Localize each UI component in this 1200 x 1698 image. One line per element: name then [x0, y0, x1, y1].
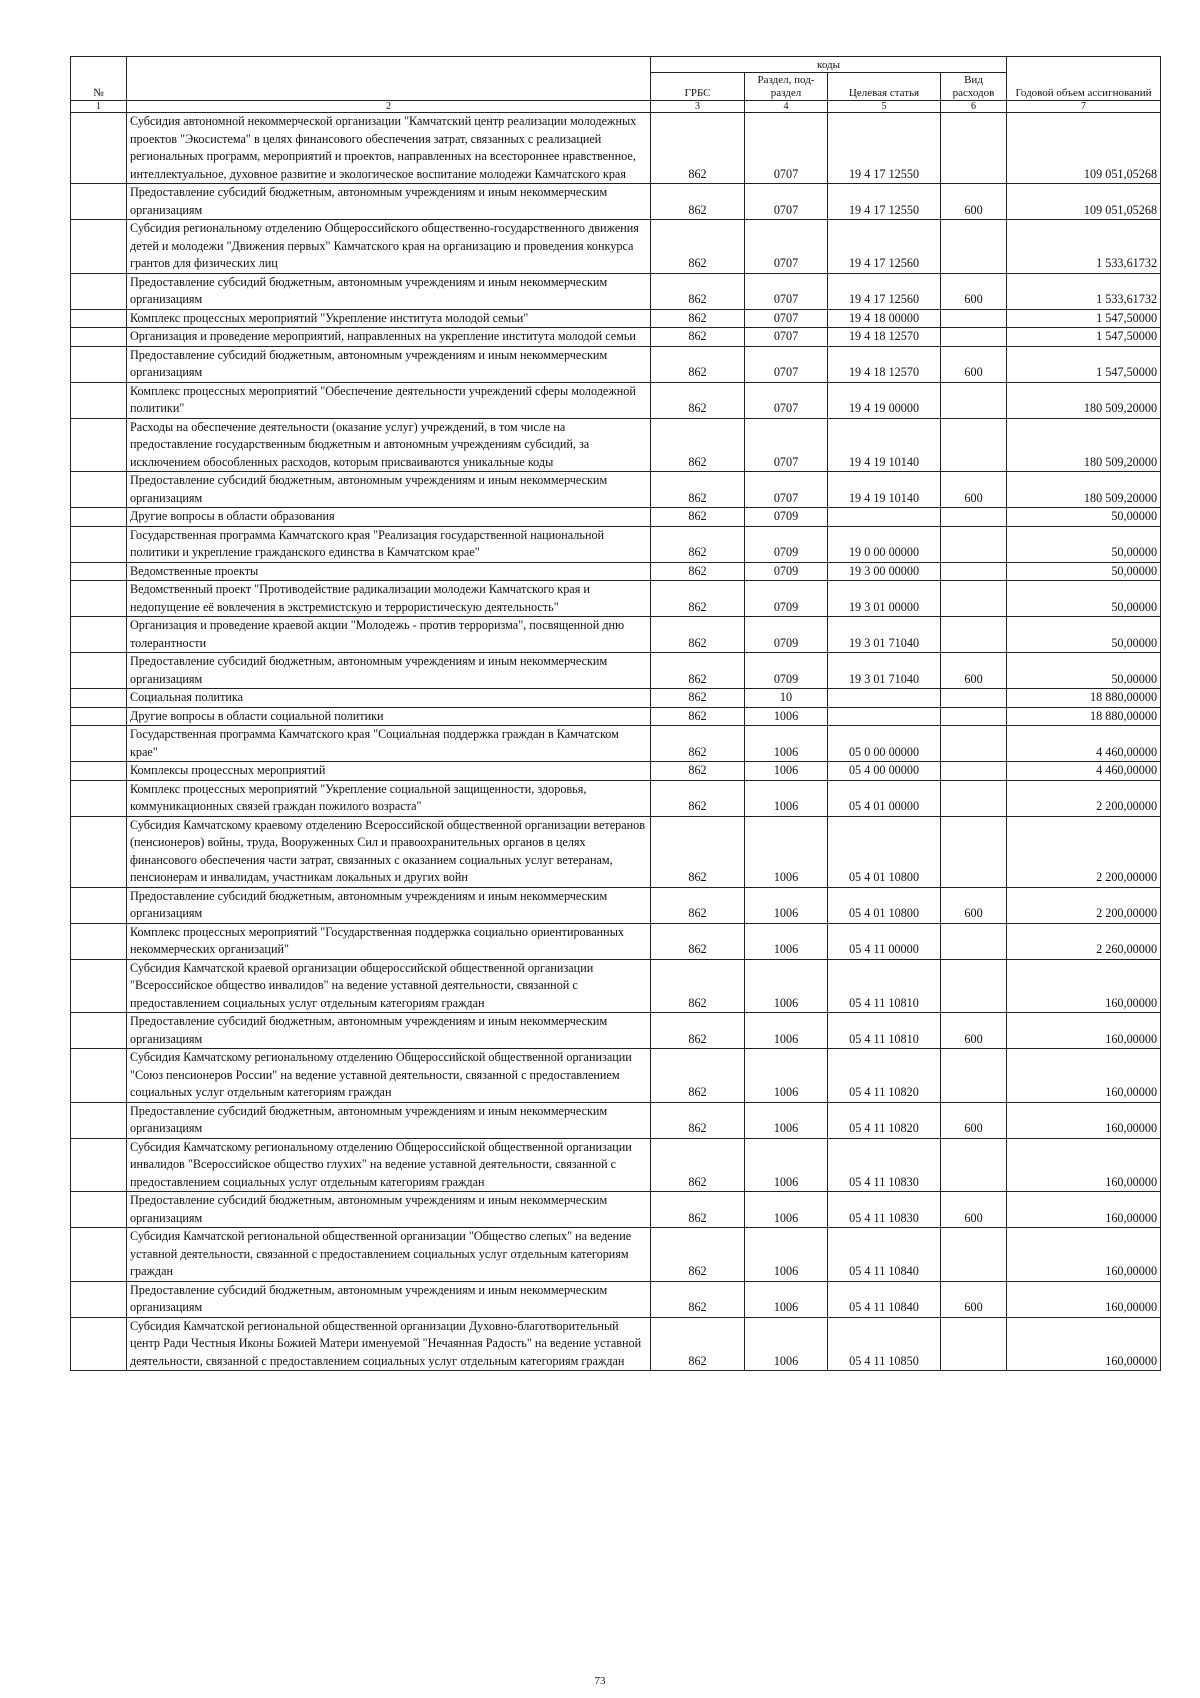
row-section: 0709 [745, 562, 828, 581]
row-num [71, 113, 127, 184]
row-name: Предоставление субсидий бюджетным, автономным учреждениям и иным некоммерческим организациям [127, 472, 651, 508]
table-row [71, 273, 1161, 309]
row-target: 19 4 19 00000 [828, 382, 941, 418]
row-target [828, 707, 941, 726]
row-exp-type: 600 [941, 653, 1007, 689]
row-name: Организация и проведение краевой акции "Молодежь - против терроризма", посвященной дню толерантности [127, 617, 651, 653]
row-grbs: 862 [651, 762, 745, 781]
row-exp-type [941, 220, 1007, 274]
row-grbs: 862 [651, 1013, 745, 1049]
row-exp-type [941, 762, 1007, 781]
row-target: 19 4 18 12570 [828, 346, 941, 382]
row-target: 19 3 01 71040 [828, 653, 941, 689]
row-exp-type: 600 [941, 273, 1007, 309]
row-num [71, 309, 127, 328]
row-exp-type: 600 [941, 1102, 1007, 1138]
row-num [71, 959, 127, 1013]
row-section: 1006 [745, 1317, 828, 1371]
row-target: 05 4 11 10810 [828, 1013, 941, 1049]
row-grbs: 862 [651, 346, 745, 382]
table-row [71, 382, 1161, 418]
row-grbs: 862 [651, 382, 745, 418]
table-row [71, 707, 1161, 726]
header-target: Целевая статья [828, 73, 941, 101]
row-exp-type [941, 780, 1007, 816]
header-exp-type: Вид расходов [941, 73, 1007, 101]
row-target: 05 4 11 10840 [828, 1228, 941, 1282]
table-row [71, 726, 1161, 762]
row-num [71, 508, 127, 527]
row-amount: 50,00000 [1007, 526, 1161, 562]
row-section: 1006 [745, 1049, 828, 1103]
row-name: Другие вопросы в области социальной политики [127, 707, 651, 726]
row-num [71, 1281, 127, 1317]
row-grbs: 862 [651, 816, 745, 887]
row-exp-type: 600 [941, 472, 1007, 508]
table-row [71, 1138, 1161, 1192]
table-row [71, 220, 1161, 274]
row-exp-type [941, 309, 1007, 328]
row-num [71, 346, 127, 382]
table-row [71, 328, 1161, 347]
row-grbs: 862 [651, 1138, 745, 1192]
row-num [71, 1138, 127, 1192]
row-section: 0707 [745, 220, 828, 274]
row-num [71, 581, 127, 617]
row-num [71, 923, 127, 959]
row-amount: 1 547,50000 [1007, 346, 1161, 382]
row-num [71, 762, 127, 781]
header-num: № [71, 57, 127, 101]
row-section: 0707 [745, 382, 828, 418]
col-number: 2 [127, 101, 651, 113]
table-row [71, 1049, 1161, 1103]
row-num [71, 562, 127, 581]
row-exp-type [941, 1138, 1007, 1192]
row-amount: 2 200,00000 [1007, 816, 1161, 887]
row-target: 19 4 19 10140 [828, 472, 941, 508]
row-exp-type [941, 1317, 1007, 1371]
row-grbs: 862 [651, 1317, 745, 1371]
row-target: 19 3 00 00000 [828, 562, 941, 581]
row-target: 05 4 11 10830 [828, 1138, 941, 1192]
row-amount: 160,00000 [1007, 1228, 1161, 1282]
row-grbs: 862 [651, 617, 745, 653]
row-section: 0707 [745, 184, 828, 220]
row-name: Предоставление субсидий бюджетным, автономным учреждениям и иным некоммерческим организациям [127, 346, 651, 382]
row-num [71, 653, 127, 689]
row-amount: 160,00000 [1007, 959, 1161, 1013]
table-row [71, 1013, 1161, 1049]
row-grbs: 862 [651, 1281, 745, 1317]
col-number: 7 [1007, 101, 1161, 113]
row-section: 0707 [745, 328, 828, 347]
col-number: 3 [651, 101, 745, 113]
row-name: Социальная политика [127, 689, 651, 708]
header-name [127, 57, 651, 101]
header-grbs: ГРБС [651, 73, 745, 101]
row-amount: 18 880,00000 [1007, 707, 1161, 726]
row-exp-type: 600 [941, 184, 1007, 220]
row-grbs: 862 [651, 184, 745, 220]
row-target: 19 4 17 12560 [828, 220, 941, 274]
row-num [71, 328, 127, 347]
row-target: 05 4 00 00000 [828, 762, 941, 781]
row-section: 0709 [745, 526, 828, 562]
row-grbs: 862 [651, 726, 745, 762]
row-num [71, 382, 127, 418]
row-num [71, 1102, 127, 1138]
row-amount: 18 880,00000 [1007, 689, 1161, 708]
table-row [71, 762, 1161, 781]
row-exp-type [941, 1228, 1007, 1282]
row-grbs: 862 [651, 309, 745, 328]
row-grbs: 862 [651, 923, 745, 959]
row-num [71, 1228, 127, 1282]
row-exp-type [941, 1049, 1007, 1103]
row-exp-type [941, 816, 1007, 887]
row-section: 0707 [745, 472, 828, 508]
row-exp-type [941, 508, 1007, 527]
row-grbs: 862 [651, 562, 745, 581]
table-row [71, 816, 1161, 887]
row-num [71, 472, 127, 508]
row-amount: 160,00000 [1007, 1281, 1161, 1317]
table-row [71, 418, 1161, 472]
row-amount: 180 509,20000 [1007, 418, 1161, 472]
row-exp-type [941, 526, 1007, 562]
row-target: 05 4 11 00000 [828, 923, 941, 959]
row-name: Предоставление субсидий бюджетным, автономным учреждениям и иным некоммерческим организациям [127, 1102, 651, 1138]
row-name: Ведомственные проекты [127, 562, 651, 581]
row-grbs: 862 [651, 273, 745, 309]
row-name: Комплекс процессных мероприятий "Укрепление института молодой семьи" [127, 309, 651, 328]
row-amount: 2 200,00000 [1007, 780, 1161, 816]
header-section: Раздел, под-раздел [745, 73, 828, 101]
row-name: Организация и проведение мероприятий, направленных на укрепление института молодой семьи [127, 328, 651, 347]
row-section: 1006 [745, 1102, 828, 1138]
row-amount: 160,00000 [1007, 1102, 1161, 1138]
row-section: 0707 [745, 309, 828, 328]
row-name: Предоставление субсидий бюджетным, автономным учреждениям и иным некоммерческим организациям [127, 887, 651, 923]
table-row [71, 581, 1161, 617]
table-row [71, 617, 1161, 653]
row-name: Субсидия Камчатскому региональному отделению Общероссийской общественной организации "Союз пенсионеров России" на ведение уставной деятельности, связанной с предоставлением социальных услуг отдельным категориям граждан [127, 1049, 651, 1103]
row-name: Ведомственный проект "Противодействие радикализации молодежи Камчатского края и недопущение её вовлечения в экстремистскую и террористическую деятельность" [127, 581, 651, 617]
row-target: 19 4 17 12550 [828, 113, 941, 184]
row-num [71, 273, 127, 309]
table-row [71, 346, 1161, 382]
row-amount: 160,00000 [1007, 1049, 1161, 1103]
row-section: 1006 [745, 887, 828, 923]
row-section: 1006 [745, 923, 828, 959]
row-amount: 180 509,20000 [1007, 382, 1161, 418]
row-section: 1006 [745, 1228, 828, 1282]
row-exp-type [941, 562, 1007, 581]
row-name: Субсидия Камчатской краевой организации общероссийской общественной организации "Всероссийское общество инвалидов" на ведение уставной деятельности, связанной с предоставлением социальных услуг отдельным категориям граждан [127, 959, 651, 1013]
col-number: 6 [941, 101, 1007, 113]
row-grbs: 862 [651, 1049, 745, 1103]
row-name: Расходы на обеспечение деятельности (оказание услуг) учреждений, в том числе на предоставление государственным бюджетным и автономным учреждениям субсидий, за исключением обособленных расходов, которым присваиваются уникальные коды [127, 418, 651, 472]
row-exp-type [941, 328, 1007, 347]
row-amount: 50,00000 [1007, 653, 1161, 689]
row-name: Комплекс процессных мероприятий "Обеспечение деятельности учреждений сферы молодежной политики" [127, 382, 651, 418]
row-target: 05 4 11 10850 [828, 1317, 941, 1371]
row-exp-type [941, 617, 1007, 653]
row-name: Другие вопросы в области образования [127, 508, 651, 527]
row-num [71, 689, 127, 708]
row-name: Субсидия региональному отделению Общероссийского общественно-государственного движения детей и молодежи "Движения первых" Камчатского края на организацию и проведения конкурса грантов для физических лиц [127, 220, 651, 274]
row-section: 0707 [745, 418, 828, 472]
row-exp-type: 600 [941, 887, 1007, 923]
row-num [71, 780, 127, 816]
row-target: 19 3 01 71040 [828, 617, 941, 653]
row-grbs: 862 [651, 113, 745, 184]
row-grbs: 862 [651, 220, 745, 274]
row-section: 1006 [745, 1013, 828, 1049]
row-name: Предоставление субсидий бюджетным, автономным учреждениям и иным некоммерческим организациям [127, 1013, 651, 1049]
row-section: 1006 [745, 1281, 828, 1317]
row-amount: 50,00000 [1007, 562, 1161, 581]
row-num [71, 816, 127, 887]
row-name: Комплекс процессных мероприятий "Государственная поддержка социально ориентированных некоммерческих организаций" [127, 923, 651, 959]
row-name: Предоставление субсидий бюджетным, автономным учреждениям и иным некоммерческим организациям [127, 1281, 651, 1317]
row-target: 19 0 00 00000 [828, 526, 941, 562]
row-target: 05 4 01 10800 [828, 816, 941, 887]
col-number: 1 [71, 101, 127, 113]
row-name: Предоставление субсидий бюджетным, автономным учреждениям и иным некоммерческим организациям [127, 273, 651, 309]
row-exp-type [941, 581, 1007, 617]
row-exp-type: 600 [941, 1281, 1007, 1317]
row-num [71, 617, 127, 653]
row-name: Субсидия Камчатской региональной общественной организации "Общество слепых" на ведение уставной деятельности, связанной с предоставлением социальных услуг отдельным категориям граждан [127, 1228, 651, 1282]
row-exp-type [941, 689, 1007, 708]
row-section: 1006 [745, 1138, 828, 1192]
row-target: 19 4 18 00000 [828, 309, 941, 328]
header-amount: Годовой объем ассигнований [1007, 57, 1161, 101]
row-exp-type: 600 [941, 346, 1007, 382]
row-amount: 4 460,00000 [1007, 762, 1161, 781]
table-row [71, 1317, 1161, 1371]
table-row [71, 472, 1161, 508]
row-amount: 160,00000 [1007, 1192, 1161, 1228]
row-grbs: 862 [651, 1192, 745, 1228]
row-target: 05 0 00 00000 [828, 726, 941, 762]
table-row [71, 923, 1161, 959]
row-name: Предоставление субсидий бюджетным, автономным учреждениям и иным некоммерческим организациям [127, 653, 651, 689]
row-name: Субсидия Камчатскому краевому отделению Всероссийской общественной организации ветеранов (пенсионеров) войны, труда, Вооруженных Сил и правоохранительных органов в целях финансового обеспечения части затрат, связанных с оказанием социальных услуг ветеранам, пенсионерам и инвалидам, участникам локальных и других войн [127, 816, 651, 887]
row-exp-type [941, 418, 1007, 472]
table-row [71, 959, 1161, 1013]
row-name: Предоставление субсидий бюджетным, автономным учреждениям и иным некоммерческим организациям [127, 184, 651, 220]
table-body [71, 113, 1161, 1371]
row-target [828, 689, 941, 708]
row-grbs: 862 [651, 653, 745, 689]
row-target: 19 3 01 00000 [828, 581, 941, 617]
row-target: 19 4 17 12550 [828, 184, 941, 220]
row-section: 0707 [745, 273, 828, 309]
row-name: Комплекс процессных мероприятий "Укрепление социальной защищенности, здоровья, коммуникационных связей граждан пожилого возраста" [127, 780, 651, 816]
row-num [71, 184, 127, 220]
row-exp-type [941, 726, 1007, 762]
row-exp-type [941, 113, 1007, 184]
row-target: 19 4 19 10140 [828, 418, 941, 472]
row-target: 05 4 11 10830 [828, 1192, 941, 1228]
row-exp-type: 600 [941, 1013, 1007, 1049]
row-amount: 4 460,00000 [1007, 726, 1161, 762]
row-amount: 160,00000 [1007, 1013, 1161, 1049]
table-row [71, 113, 1161, 184]
row-exp-type [941, 923, 1007, 959]
table-row [71, 1281, 1161, 1317]
row-section: 1006 [745, 780, 828, 816]
row-exp-type [941, 959, 1007, 1013]
row-amount: 1 547,50000 [1007, 328, 1161, 347]
row-grbs: 862 [651, 689, 745, 708]
table-row [71, 887, 1161, 923]
row-amount: 2 200,00000 [1007, 887, 1161, 923]
row-amount: 50,00000 [1007, 508, 1161, 527]
row-section: 0709 [745, 617, 828, 653]
row-section: 1006 [745, 726, 828, 762]
table-row [71, 184, 1161, 220]
row-grbs: 862 [651, 707, 745, 726]
row-section: 1006 [745, 762, 828, 781]
row-target [828, 508, 941, 527]
row-amount: 2 260,00000 [1007, 923, 1161, 959]
row-section: 1006 [745, 707, 828, 726]
row-grbs: 862 [651, 472, 745, 508]
table-row [71, 780, 1161, 816]
row-section: 0709 [745, 581, 828, 617]
table-row [71, 562, 1161, 581]
table-row [71, 1102, 1161, 1138]
row-num [71, 1192, 127, 1228]
row-name: Государственная программа Камчатского края "Социальная поддержка граждан в Камчатском крае" [127, 726, 651, 762]
row-target: 05 4 11 10810 [828, 959, 941, 1013]
row-exp-type [941, 382, 1007, 418]
row-amount: 50,00000 [1007, 617, 1161, 653]
row-target: 05 4 11 10820 [828, 1049, 941, 1103]
row-num [71, 887, 127, 923]
row-grbs: 862 [651, 1228, 745, 1282]
table-row [71, 689, 1161, 708]
header-codes: коды [651, 57, 1007, 73]
table-row [71, 653, 1161, 689]
row-target: 05 4 01 10800 [828, 887, 941, 923]
row-target: 19 4 18 12570 [828, 328, 941, 347]
row-num [71, 1049, 127, 1103]
row-section: 1006 [745, 1192, 828, 1228]
row-amount: 1 547,50000 [1007, 309, 1161, 328]
row-num [71, 707, 127, 726]
row-grbs: 862 [651, 328, 745, 347]
row-amount: 109 051,05268 [1007, 184, 1161, 220]
row-name: Субсидия автономной некоммерческой организации "Камчатский центр реализации молодежных проектов "Экосистема" в целях финансового обеспечения затрат, связанных с реализацией региональных программ, мероприятий и проектов, направленных на всестороннее нравственное, интеллектуальное, духовное развитие и экологическое воспитание молодежи Камчатского края [127, 113, 651, 184]
budget-table [70, 56, 1161, 1371]
row-grbs: 862 [651, 508, 745, 527]
row-num [71, 1317, 127, 1371]
row-grbs: 862 [651, 581, 745, 617]
row-name: Предоставление субсидий бюджетным, автономным учреждениям и иным некоммерческим организациям [127, 1192, 651, 1228]
row-target: 05 4 11 10820 [828, 1102, 941, 1138]
row-grbs: 862 [651, 887, 745, 923]
row-section: 1006 [745, 959, 828, 1013]
row-section: 0707 [745, 346, 828, 382]
row-grbs: 862 [651, 959, 745, 1013]
row-section: 10 [745, 689, 828, 708]
row-name: Субсидия Камчатской региональной общественной организации Духовно-благотворительный центр Ради Честныя Иконы Божией Матери именуемой "Нечаянная Радость" на ведение уставной деятельности, связанной с предоставлением социальных услуг отдельным категориям граждан [127, 1317, 651, 1371]
row-amount: 160,00000 [1007, 1317, 1161, 1371]
row-target: 19 4 17 12560 [828, 273, 941, 309]
table-row [71, 526, 1161, 562]
table-row [71, 309, 1161, 328]
row-section: 0709 [745, 508, 828, 527]
row-name: Государственная программа Камчатского края "Реализация государственной национальной политики и укрепление гражданского единства в Камчатском крае" [127, 526, 651, 562]
row-section: 1006 [745, 816, 828, 887]
table-row [71, 508, 1161, 527]
row-amount: 109 051,05268 [1007, 113, 1161, 184]
row-amount: 1 533,61732 [1007, 220, 1161, 274]
row-name: Субсидия Камчатскому региональному отделению Общероссийской общественной организации инвалидов "Всероссийское общество глухих" на ведение уставной деятельности, связанной с предоставлением социальных услуг отдельным категориям граждан [127, 1138, 651, 1192]
row-name: Комплексы процессных мероприятий [127, 762, 651, 781]
col-number: 5 [828, 101, 941, 113]
row-amount: 160,00000 [1007, 1138, 1161, 1192]
row-grbs: 862 [651, 780, 745, 816]
row-amount: 1 533,61732 [1007, 273, 1161, 309]
table-row [71, 1228, 1161, 1282]
row-amount: 180 509,20000 [1007, 472, 1161, 508]
row-num [71, 726, 127, 762]
page-number: 73 [594, 1675, 606, 1687]
row-section: 0709 [745, 653, 828, 689]
row-grbs: 862 [651, 526, 745, 562]
row-section: 0707 [745, 113, 828, 184]
row-amount: 50,00000 [1007, 581, 1161, 617]
row-num [71, 526, 127, 562]
col-number: 4 [745, 101, 828, 113]
row-target: 05 4 01 00000 [828, 780, 941, 816]
row-num [71, 1013, 127, 1049]
row-target: 05 4 11 10840 [828, 1281, 941, 1317]
row-num [71, 220, 127, 274]
row-grbs: 862 [651, 1102, 745, 1138]
row-exp-type: 600 [941, 1192, 1007, 1228]
row-num [71, 418, 127, 472]
row-grbs: 862 [651, 418, 745, 472]
table-row [71, 1192, 1161, 1228]
table-header [71, 57, 1161, 113]
row-exp-type [941, 707, 1007, 726]
